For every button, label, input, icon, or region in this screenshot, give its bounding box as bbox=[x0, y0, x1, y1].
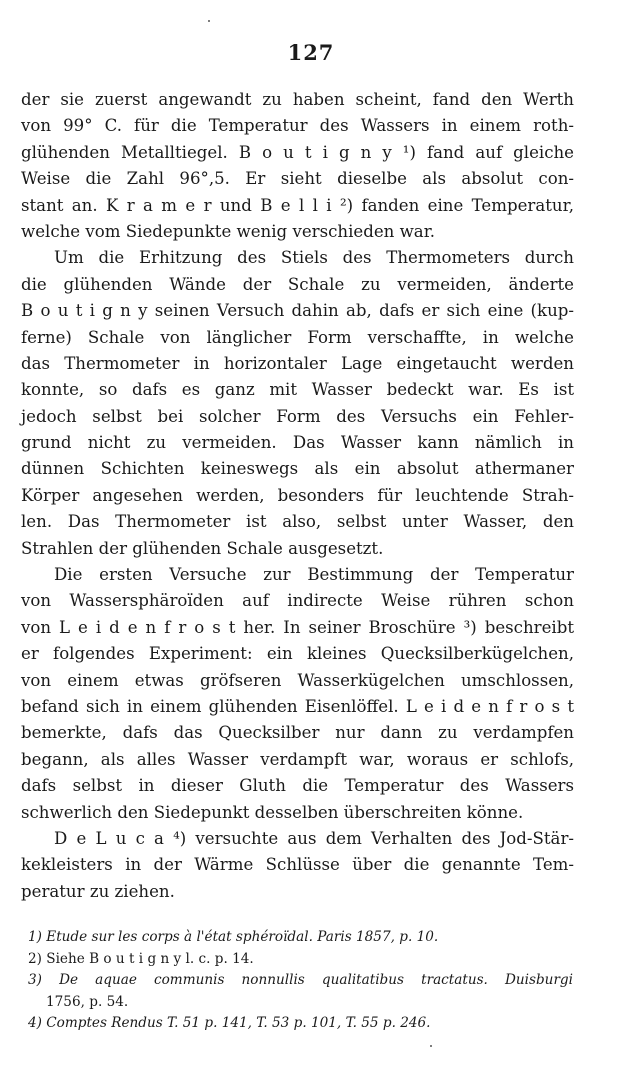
text-line: ferne) Schale von länglicher Form verschaffte, in welche bbox=[21, 327, 574, 347]
text-line: dafs selbst in dieser Gluth die Temperatur des Wassers bbox=[21, 776, 574, 796]
text-line: der sie zuerst angewandt zu haben scheint, fand den Werth bbox=[21, 90, 574, 109]
text-line: kekleisters in der Wärme Schlüsse über die genannte Tem- bbox=[21, 855, 574, 875]
footnote: 2) Siehe B o u t i g n y l. c. p. 14. bbox=[28, 950, 254, 967]
text-line: Die ersten Versuche zur Bestimmung der Temperatur bbox=[54, 565, 574, 585]
text-line: grund nicht zu vermeiden. Das Wasser kann nämlich in bbox=[21, 433, 574, 453]
page-number: 127 bbox=[287, 40, 335, 65]
text-line: bemerkte, dafs das Quecksilber nur dann zu verdampfen bbox=[21, 723, 574, 743]
text-line: schwerlich den Siedepunkt desselben überschreiten könne. bbox=[21, 802, 524, 822]
text-line: B o u t i g n y seinen Versuch dahin ab, dafs er sich eine (kup- bbox=[21, 301, 574, 321]
text-line: D e L u c a ⁴) versuchte aus dem Verhalten des Jod-Stär- bbox=[54, 828, 574, 848]
print-speck bbox=[208, 20, 210, 22]
body-text bbox=[21, 87, 574, 905]
print-speck bbox=[430, 1045, 432, 1047]
text-line: peratur zu ziehen. bbox=[21, 881, 175, 901]
text-line: len. Das Thermometer ist also, selbst unter Wasser, den bbox=[21, 512, 574, 532]
text-line: konnte, so dafs es ganz mit Wasser bedeckt war. Es ist bbox=[21, 380, 574, 400]
text-line: stant an. K r a m e r und B e l l i ²) fanden eine Temperatur, bbox=[21, 195, 574, 215]
text-line: von einem etwas gröfseren Wasserkügelchen umschlossen, bbox=[21, 670, 574, 690]
text-line: er folgendes Experiment: ein kleines Quecksilberkügelchen, bbox=[21, 644, 574, 664]
footnotes bbox=[28, 927, 573, 1035]
footnote: 3) De aquae communis nonnullis qualitatibus tractatus. Duisburgi bbox=[28, 972, 573, 989]
text-line: die glühenden Wände der Schale zu vermeiden, änderte bbox=[21, 274, 574, 294]
text-line: begann, als alles Wasser verdampft war, woraus er schlofs, bbox=[21, 749, 574, 769]
text-line: von L e i d e n f r o s t her. In seiner Broschüre ³) beschreibt bbox=[21, 617, 574, 637]
text-line: befand sich in einem glühenden Eisenlöffel. L e i d e n f r o s t bbox=[21, 696, 574, 716]
footnote: 4) Comptes Rendus T. 51 p. 141, T. 53 p. 101, T. 55 p. 246. bbox=[28, 1015, 431, 1032]
footnote-continuation: 1756, p. 54. bbox=[46, 993, 129, 1010]
text-line: von 99° C. für die Temperatur des Wassers in einem roth- bbox=[21, 116, 574, 136]
footnote: 1) Etude sur les corps à l'état sphéroïdal. Paris 1857, p. 10. bbox=[28, 929, 439, 945]
text-line: glühenden Metalltiegel. B o u t i g n y ¹) fand auf gleiche bbox=[21, 142, 574, 162]
text-line: das Thermometer in horizontaler Lage eingetaucht werden bbox=[21, 353, 574, 373]
text-line: Strahlen der glühenden Schale ausgesetzt. bbox=[21, 538, 384, 558]
text-line: Weise die Zahl 96°,5. Er sieht dieselbe als absolut con- bbox=[21, 169, 574, 189]
text-line: jedoch selbst bei solcher Form des Versuchs ein Fehler- bbox=[21, 406, 574, 426]
text-line: welche vom Siedepunkte wenig verschieden war. bbox=[21, 221, 436, 241]
text-line: Um die Erhitzung des Stiels des Thermometers durch bbox=[54, 248, 574, 268]
text-line: von Wassersphäroïden auf indirecte Weise rühren schon bbox=[21, 591, 574, 611]
text-line: dünnen Schichten keineswegs als ein absolut athermaner bbox=[21, 459, 574, 479]
text-line: Körper angesehen werden, besonders für leuchtende Strah- bbox=[21, 485, 574, 505]
